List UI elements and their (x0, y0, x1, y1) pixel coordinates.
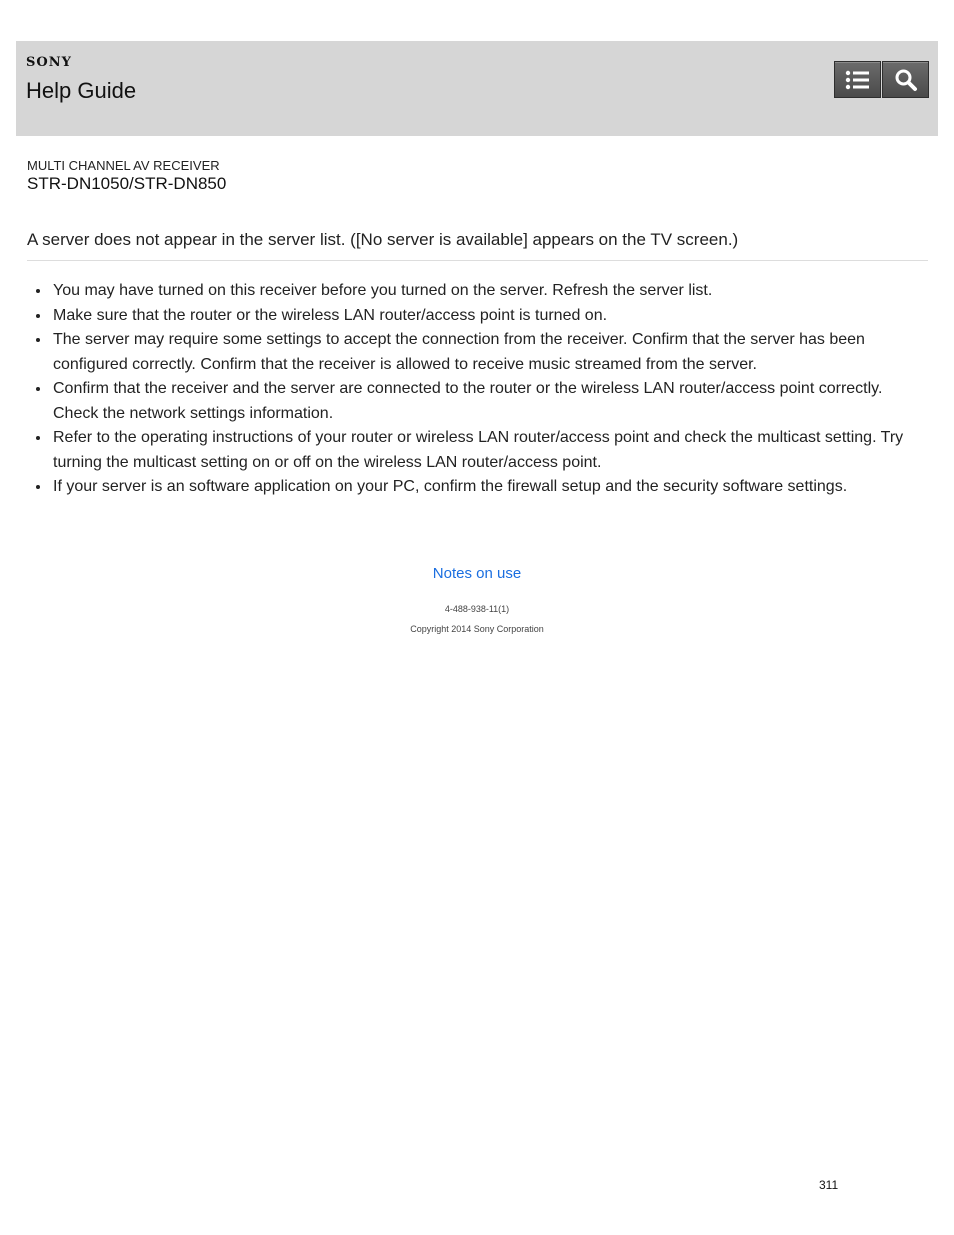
troubleshooting-list (53, 279, 923, 500)
list-item: If your server is an software application on your PC, confirm the firewall setup and the security software settings. (53, 475, 923, 500)
list-item: The server may require some settings to accept the connection from the receiver. Confirm that the server has been configured correctly. Confirm that the receiver is allowed to receive music streamed from the server. (53, 328, 923, 377)
toc-button[interactable] (834, 61, 881, 98)
list-icon (845, 69, 871, 91)
list-item: Confirm that the receiver and the server are connected to the router or the wireless LAN router/access point correctly. Check the network settings information. (53, 377, 923, 426)
notes-on-use-link[interactable]: Notes on use (432, 565, 522, 582)
product-model: STR-DN1050/STR-DN850 (27, 174, 227, 193)
document-number: 4-488-938-11(1) (444, 604, 510, 614)
help-guide-title: Help Guide (26, 78, 137, 103)
topic-title: A server does not appear in the server list. ([No server is available] appears on the TV screen.) (27, 230, 739, 249)
page-number: 311 (819, 1178, 839, 1192)
header-bar (16, 41, 938, 136)
product-category: MULTI CHANNEL AV RECEIVER (27, 158, 220, 173)
search-icon (894, 68, 918, 92)
list-item: Refer to the operating instructions of your router or wireless LAN router/access point and check the multicast setting. Try turning the multicast setting on or off on the wireless LAN router/access point. (53, 426, 923, 475)
header-buttons (833, 61, 929, 98)
list-item: Make sure that the router or the wireless LAN router/access point is turned on. (53, 304, 923, 329)
search-button[interactable] (882, 61, 929, 98)
copyright: Copyright 2014 Sony Corporation (410, 624, 544, 634)
sony-logo: SONY (26, 55, 72, 70)
list-item: You may have turned on this receiver before you turned on the server. Refresh the server list. (53, 279, 923, 304)
title-divider (27, 260, 928, 261)
